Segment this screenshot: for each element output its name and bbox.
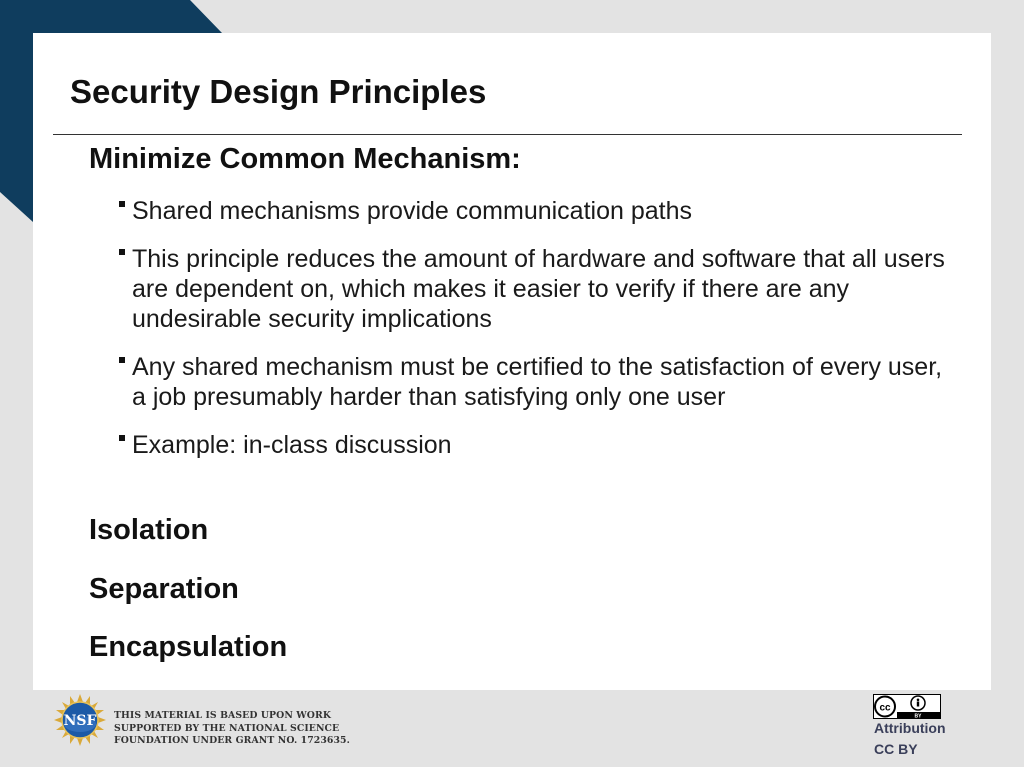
bullet-item: [115, 196, 955, 226]
square-bullet-icon: [119, 435, 125, 441]
slide-panel: [33, 33, 991, 690]
square-bullet-icon: [119, 249, 125, 255]
license-code-label: CC BY: [874, 741, 918, 757]
nsf-statement-line: SUPPORTED BY THE NATIONAL SCIENCE: [114, 722, 340, 734]
bullet-item: [115, 430, 955, 460]
section-heading-separation: Separation: [89, 573, 239, 605]
section-heading-isolation: Isolation: [89, 514, 209, 546]
bullet-text: This principle reduces the amount of hardware and software that all users are dependent on, which makes it easier to verify if there are any undesirable security implications: [132, 245, 945, 333]
cc-by-license-badge: [873, 694, 941, 719]
nsf-statement-line: FOUNDATION UNDER GRANT NO. 1723635.: [114, 735, 350, 746]
slide-title: Security Design Principles: [70, 73, 487, 110]
bullet-text: Any shared mechanism must be certified to the satisfaction of every user, a job presumably harder than satisfying only one user: [132, 353, 943, 411]
nsf-logo: [54, 694, 106, 746]
bullet-text: Shared mechanisms provide communication paths: [132, 197, 692, 225]
bullet-item: [115, 352, 955, 412]
section-heading-minimize-common-mechanism: Minimize Common Mechanism:: [89, 143, 521, 175]
square-bullet-icon: [119, 201, 125, 207]
bullet-text: Example: in-class discussion: [132, 431, 452, 459]
license-attribution-label: Attribution: [874, 720, 946, 736]
section-heading-encapsulation: Encapsulation: [89, 631, 288, 663]
title-divider: [53, 134, 962, 135]
bullet-list: [115, 196, 955, 478]
nsf-logo-text: NSF: [63, 713, 97, 729]
square-bullet-icon: [119, 357, 125, 363]
nsf-statement: [114, 710, 350, 748]
svg-text:cc: cc: [879, 702, 891, 714]
bullet-item: [115, 244, 955, 334]
nsf-statement-line: THIS MATERIAL IS BASED UPON WORK: [114, 710, 332, 721]
license-badge-text: BY: [914, 713, 922, 719]
